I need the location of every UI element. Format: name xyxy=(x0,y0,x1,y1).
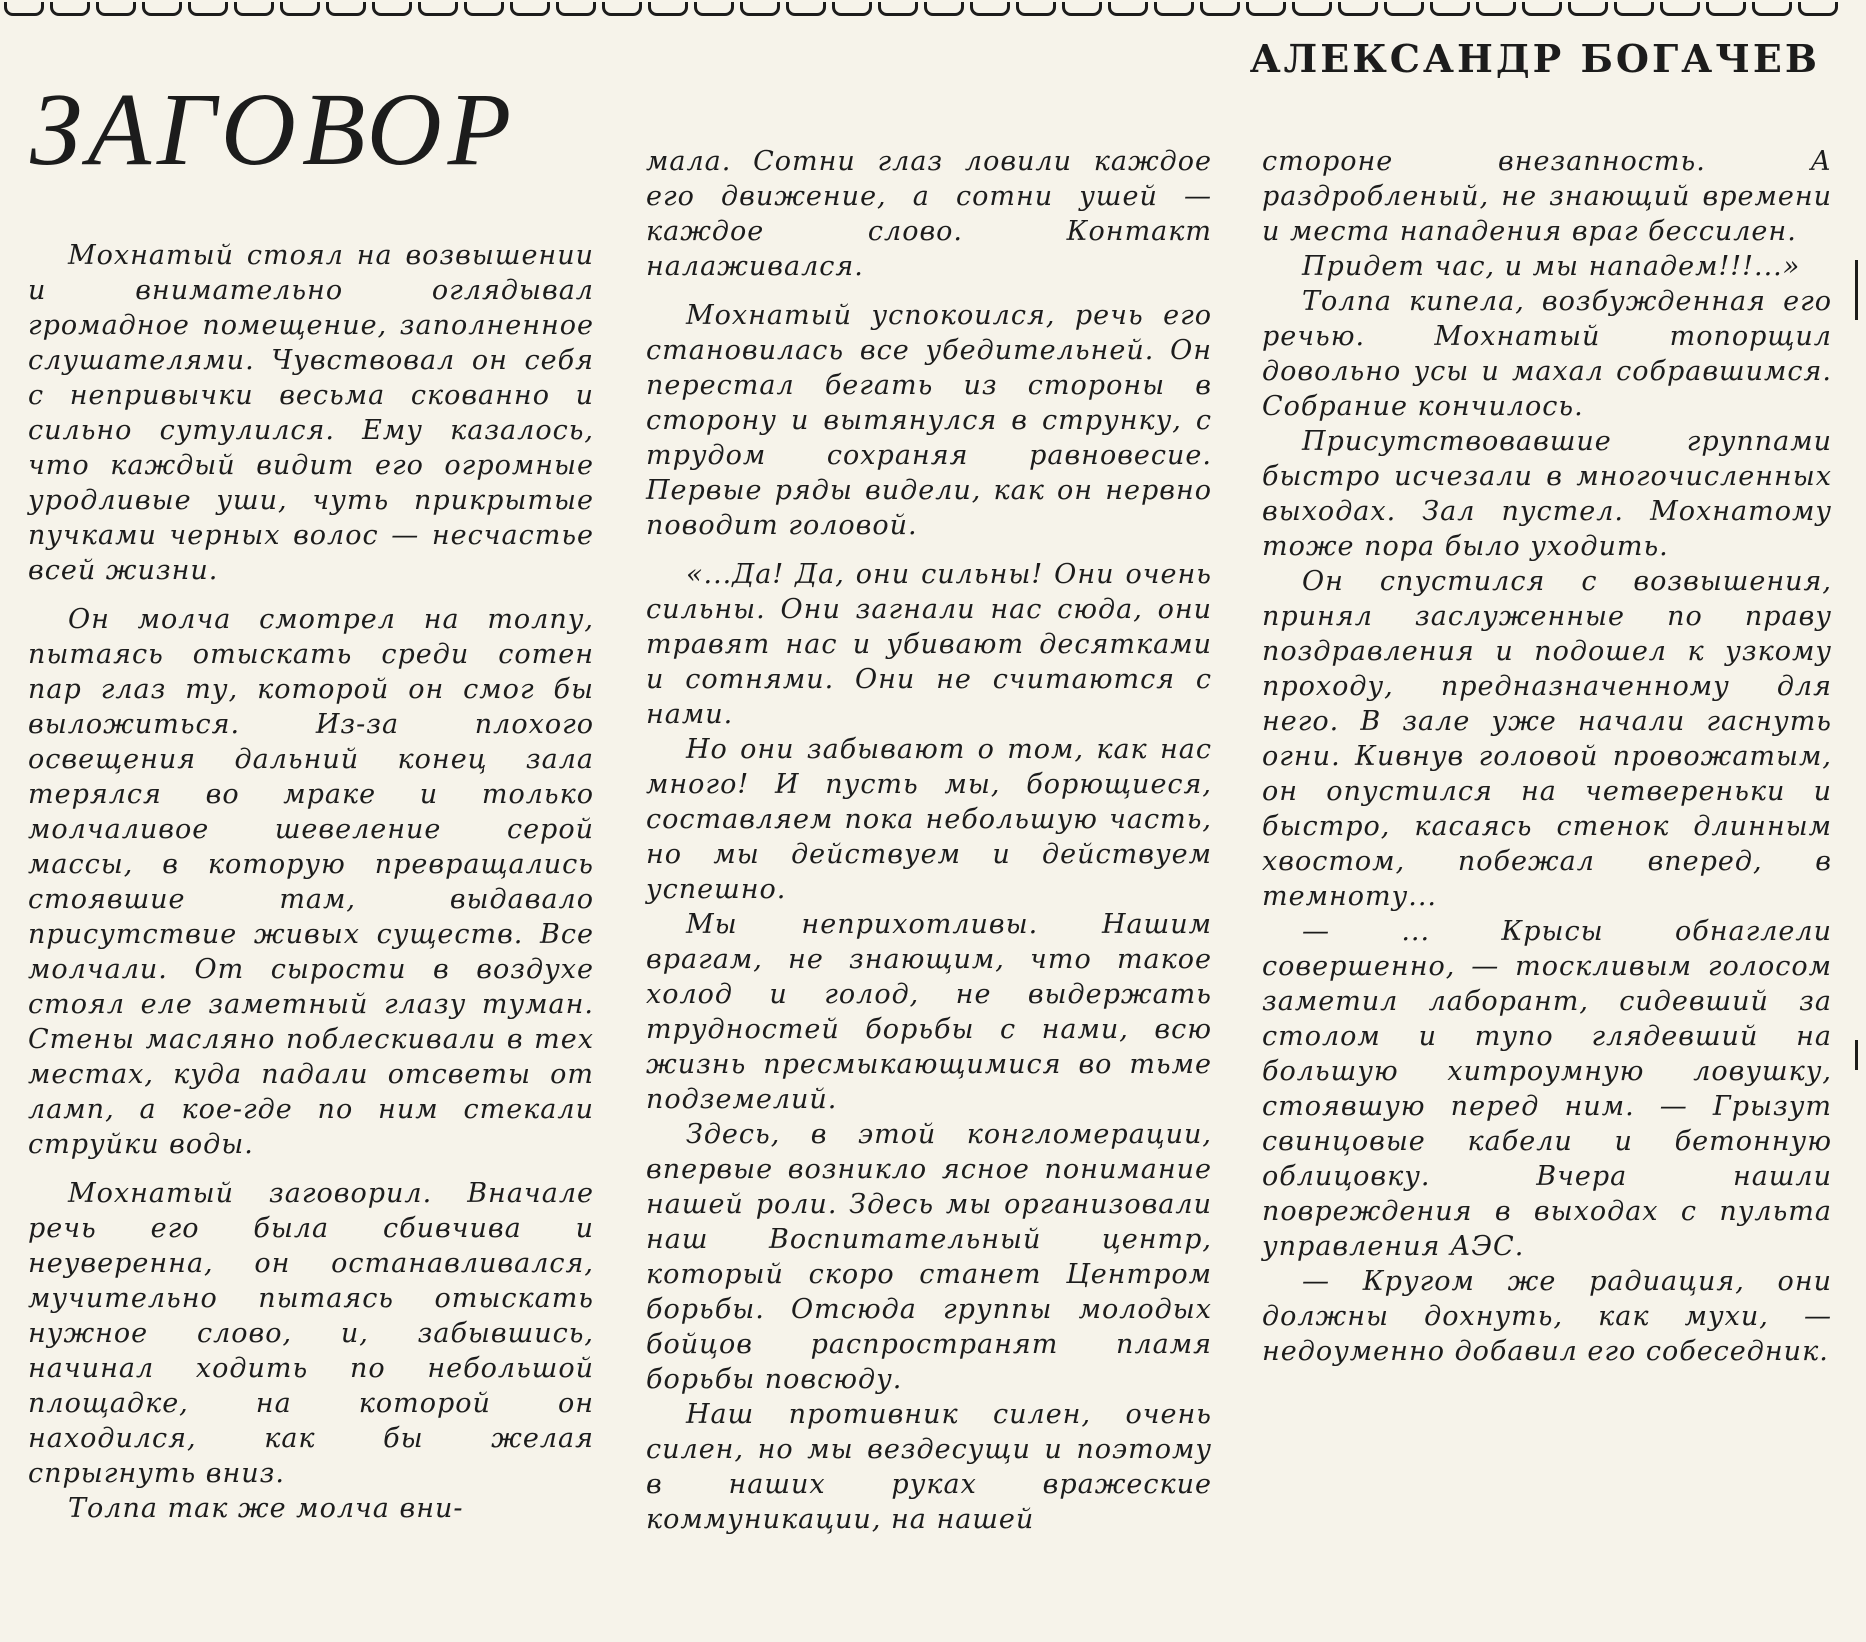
article-author: АЛЕКСАНДР БОГАЧЕВ xyxy=(1249,36,1820,81)
border-scallop xyxy=(694,2,734,16)
border-scallop xyxy=(1798,2,1838,16)
border-scallop xyxy=(1476,2,1516,16)
border-scallop xyxy=(786,2,826,16)
border-scallop xyxy=(648,2,688,16)
page-edge-mark xyxy=(1855,260,1858,320)
paragraph: Здесь, в этой конгломерации, впервые возникло ясное понимание нашей роли. Здесь мы организовали наш Воспитательный центр, который скоро станет Центром борьбы. Отсюда группы молодых бойцов распространят пламя борьбы повсюду. xyxy=(646,1119,1212,1395)
border-scallop xyxy=(878,2,918,16)
page-edge-mark xyxy=(1855,1040,1858,1070)
border-scallop xyxy=(4,2,44,16)
border-scallop xyxy=(326,2,366,16)
border-scallop xyxy=(96,2,136,16)
border-scallop xyxy=(1522,2,1562,16)
paragraph: Но они забывают о том, как нас много! И пусть мы, борющиеся, составляем пока небольшую часть, но мы действуем и действуем успешно. xyxy=(646,734,1212,905)
paragraph: Он молча смотрел на толпу, пытаясь отыскать среди сотен пар глаз ту, которой он смог бы выложиться. Из-за плохого освещения дальний конец зала терялся во мраке и только молчаливое шевеление серой массы, в которую превращались стоявшие там, выдавало присутствие живых существ. Все молчали. От сырости в воздухе стоял еле заметный глазу туман. Стены масляно поблескивали в тех местах, куда падали отсветы от ламп, а кое-где по ним стекали струйки воды. xyxy=(28,604,594,1160)
border-scallop xyxy=(142,2,182,16)
border-scallop xyxy=(280,2,320,16)
border-scallop xyxy=(740,2,780,16)
text-column-2 xyxy=(646,144,1212,1537)
border-scallop xyxy=(188,2,228,16)
border-scallop xyxy=(1154,2,1194,16)
paragraph: — ... Крысы обнаглели совершенно, — тоскливым голосом заметил лаборант, сидевший за столом и тупо глядевший на большую хитроумную ловушку, стоявшую перед ним. — Грызут свинцовые кабели и бетонную облицовку. Вчера нашли повреждения в выходах с пульта управления АЭС. xyxy=(1262,916,1832,1262)
paragraph: Присутствовавшие группами быстро исчезали в многочисленных выходах. Зал пустел. Мохнатому тоже пора было уходить. xyxy=(1262,426,1832,562)
border-scallop xyxy=(1108,2,1148,16)
paragraph: Придет час, и мы нападем!!!...» xyxy=(1302,251,1801,282)
paragraph: Мы неприхотливы. Нашим врагам, не знающим, что такое холод и голод, не выдержать трудностей борьбы с нами, всю жизнь пресмыкающимися во тьме подземелий. xyxy=(646,909,1212,1115)
paragraph: Толпа так же молча вни- xyxy=(68,1493,464,1524)
paragraph: Мохнатый успокоился, речь его становилась все убедительней. Он перестал бегать из стороны в сторону и вытянулся в струнку, с трудом сохраняя равновесие. Первые ряды видели, как он нервно поводит головой. xyxy=(646,300,1212,541)
border-scallop xyxy=(1384,2,1424,16)
border-scallop xyxy=(970,2,1010,16)
paragraph: «...Да! Да, они сильны! Они очень сильны. Они загнали нас сюда, они травят нас и убивают десятками и сотнями. Они не считаются с нами. xyxy=(646,559,1212,730)
paragraph: мала. Сотни глаз ловили каждое его движение, а сотни ушей — каждое слово. Контакт налаживался. xyxy=(646,146,1212,282)
border-scallop xyxy=(1016,2,1056,16)
border-scallop xyxy=(1200,2,1240,16)
border-scallop xyxy=(510,2,550,16)
paragraph: Он спустился с возвышения, принял заслуженные по праву поздравления и подошел к узкому проходу, предназначенному для него. В зале уже начали гаснуть огни. Кивнув головой провожатым, он опустился на четвереньки и быстро, касаясь стенок длинным хвостом, побежал вперед, в темноту... xyxy=(1262,566,1832,912)
border-scallop xyxy=(372,2,412,16)
border-scallop xyxy=(1430,2,1470,16)
border-scallop xyxy=(1338,2,1378,16)
paragraph: Мохнатый стоял на возвышении и внимательно оглядывал громадное помещение, заполненное слушателями. Чувствовал он себя с непривычки весьма скованно и сильно сутулился. Ему казалось, что каждый видит его огромные уродливые уши, чуть прикрытые пучками черных волос — несчастье всей жизни. xyxy=(28,240,594,586)
border-scallop xyxy=(464,2,504,16)
paragraph: стороне внезапность. А раздробленый, не знающий времени и места нападения враг бессилен. xyxy=(1262,146,1832,247)
decorative-top-border xyxy=(0,0,1866,30)
article-title: ЗАГОВОР xyxy=(30,72,518,187)
border-scallop xyxy=(1660,2,1700,16)
border-scallop xyxy=(1752,2,1792,16)
paragraph: Мохнатый заговорил. Вначале речь его была сбивчива и неуверенна, он останавливался, мучительно пытаясь отыскать нужное слово, и, забывшись, начинал ходить по небольшой площадке, на которой он находился, как бы желая спрыгнуть вниз. xyxy=(28,1178,594,1489)
paragraph: Толпа кипела, возбужденная его речью. Мохнатый топорщил довольно усы и махал собравшимся. Собрание кончилось. xyxy=(1262,286,1832,422)
paragraph: Наш противник силен, очень силен, но мы вездесущи и поэтому в наших руках вражеские коммуникации, на нашей xyxy=(646,1399,1212,1535)
border-scallop xyxy=(234,2,274,16)
border-scallop xyxy=(1706,2,1746,16)
paragraph: — Кругом же радиация, они должны дохнуть, как мухи, — недоуменно добавил его собеседник. xyxy=(1262,1266,1832,1367)
border-scallop xyxy=(924,2,964,16)
text-column-3 xyxy=(1262,144,1832,1369)
border-scallop xyxy=(1614,2,1654,16)
border-scallop xyxy=(602,2,642,16)
border-scallop xyxy=(1292,2,1332,16)
border-scallop xyxy=(1568,2,1608,16)
border-scallop xyxy=(1246,2,1286,16)
border-scallop xyxy=(556,2,596,16)
border-scallop xyxy=(50,2,90,16)
text-column-1 xyxy=(28,238,594,1526)
border-scallop xyxy=(418,2,458,16)
border-scallop xyxy=(1062,2,1102,16)
border-scallop xyxy=(832,2,872,16)
